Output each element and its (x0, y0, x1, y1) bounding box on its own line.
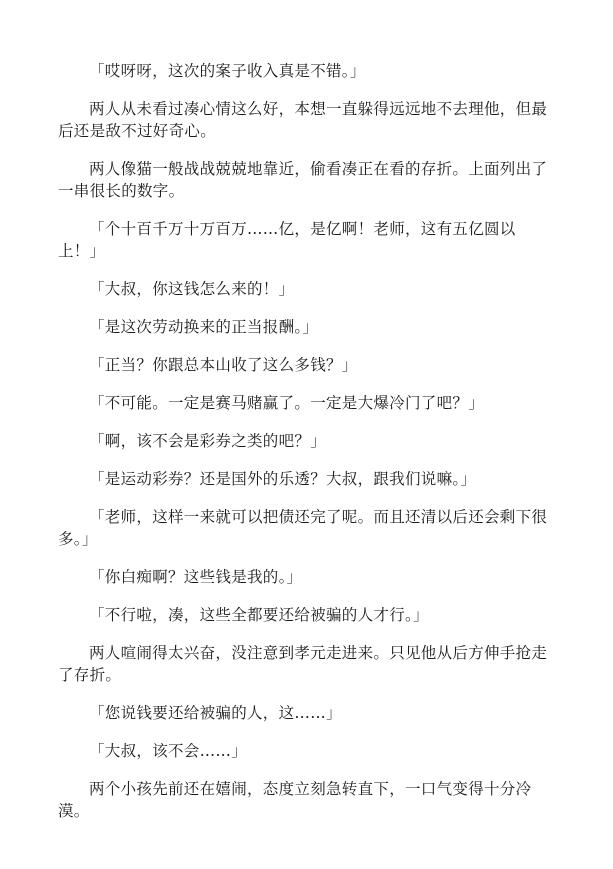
paragraph-9: 「啊，该不会是彩券之类的吧？」 (89, 432, 327, 450)
paragraph-10: 「是运动彩券？还是国外的乐透？大叔，跟我们说嘛。」 (89, 470, 477, 488)
paragraph-17: 两个小孩先前还在嬉闹，态度立刻急转直下，一口气变得十分冷漠。 (58, 780, 532, 820)
paragraph-1: 「哎呀呀，这次的案子收入真是不错。」 (89, 62, 366, 80)
paragraph-5: 「大叔，你这钱怎么来的！」 (89, 280, 295, 298)
paragraph-15: 「您说钱要还给被骗的人，这……」 (89, 704, 342, 722)
paragraph-2: 两人从未看过凑心情这么好，本想一直躲得远远地不去理他，但最后还是敌不过好奇心。 (58, 100, 548, 140)
paragraph-13: 「不行啦，凑，这些全都要还给被骗的人才行。」 (89, 606, 429, 624)
paragraph-3: 两人像猫一般战战兢兢地靠近，偷看凑正在看的存折。上面列出了一串很长的数字。 (58, 160, 548, 200)
paragraph-14: 两人喧闹得太兴奋，没注意到孝元走进来。只见他从后方伸手抢走了存折。 (58, 644, 548, 684)
paragraph-11: 「老师，这样一来就可以把债还完了呢。而且还清以后还会剩下很多。」 (58, 508, 548, 548)
paragraph-8: 「不可能。一定是赛马赌赢了。一定是大爆冷门了吧？」 (89, 394, 485, 412)
paragraph-7: 「正当？你跟总本山收了这么多钱？」 (89, 356, 358, 374)
paragraph-16: 「大叔，该不会……」 (89, 742, 248, 760)
paragraph-4: 「个十百千万十万百万……亿，是亿啊！老师，这有五亿圆以上！」 (58, 220, 516, 260)
paragraph-6: 「是这次劳动换来的正当报酬。」 (89, 318, 319, 336)
paragraph-12: 「你白痴啊？这些钱是我的。」 (89, 568, 303, 586)
